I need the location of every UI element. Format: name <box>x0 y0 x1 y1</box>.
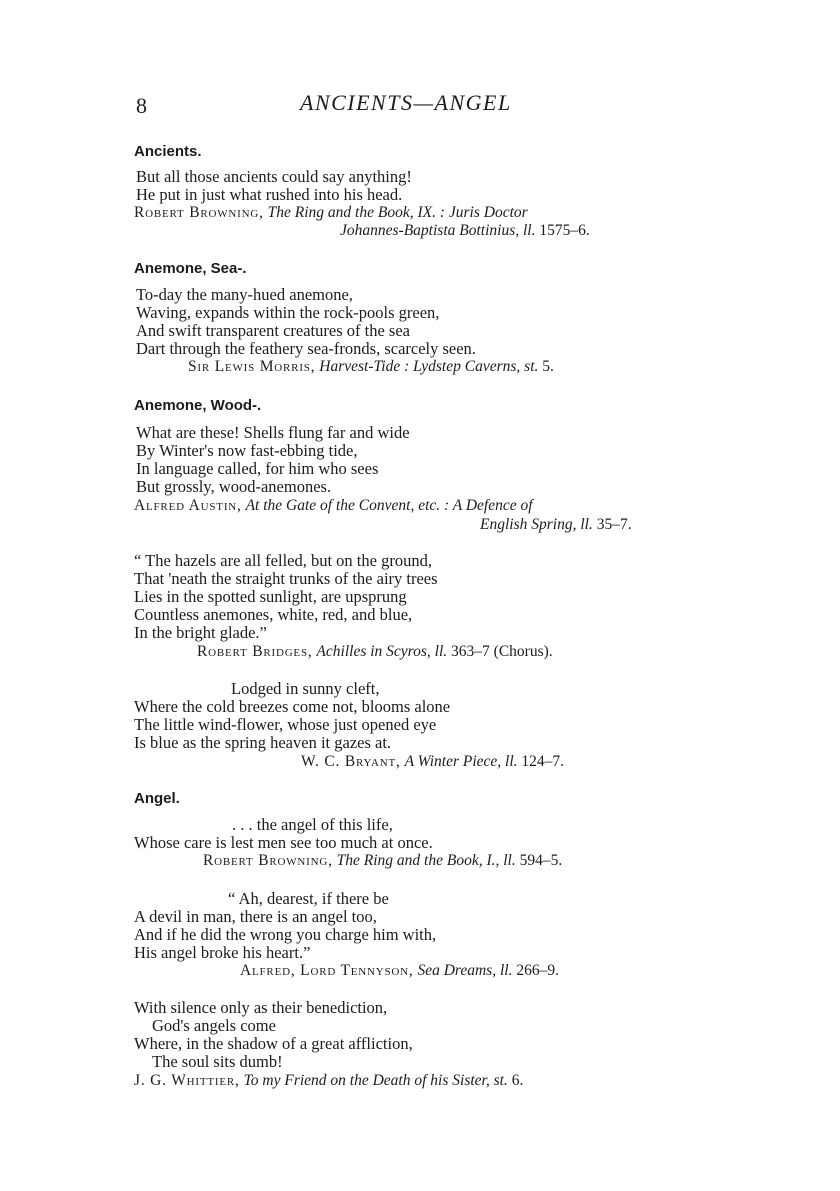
verse-line: Where the cold breezes come not, blooms alone <box>134 697 451 716</box>
line-reference: 5. <box>542 358 554 375</box>
source-title: A Winter Piece, ll. <box>404 753 518 770</box>
attribution-cont <box>340 222 590 240</box>
line-reference: 1575–6. <box>539 222 590 239</box>
attribution <box>134 1072 523 1090</box>
line-reference: 266–9. <box>516 962 559 979</box>
verse-line: Is blue as the spring heaven it gazes at. <box>134 733 392 752</box>
verse-line: “ The hazels are all felled, but on the ground, <box>134 551 432 570</box>
verse-line: He put in just what rushed into his head. <box>136 185 403 204</box>
author-name: J. G. Whittier, <box>134 1072 240 1089</box>
author-name: Sir Lewis Morris, <box>188 358 316 375</box>
author-name: Robert Bridges, <box>197 643 313 660</box>
line-reference: 594–5. <box>519 852 563 869</box>
verse-line: And swift transparent creatures of the sea <box>136 321 410 340</box>
source-title: Harvest-Tide : Lydstep Caverns, st. <box>319 358 539 375</box>
author-name: W. C. Bryant, <box>301 753 401 770</box>
verse-line: What are these! Shells flung far and wide <box>136 423 410 442</box>
verse-line: Where, in the shadow of a great affliction, <box>134 1034 413 1053</box>
source-title: The Ring and the Book, I., ll. <box>336 852 516 869</box>
verse-line: A devil in man, there is an angel too, <box>134 907 377 926</box>
verse-line: Countless anemones, white, red, and blue, <box>134 605 413 624</box>
author-name: Alfred, Lord Tennyson, <box>240 962 414 979</box>
verse-line: Lodged in sunny cleft, <box>231 679 380 698</box>
line-reference: 6. <box>511 1072 524 1089</box>
verse-line: Whose care is lest men see too much at once. <box>134 833 433 852</box>
attribution <box>301 753 564 771</box>
source-title: The Ring and the Book, IX. : Juris Doctor <box>267 204 528 221</box>
section-heading-anemone-sea: Anemone, Sea-. <box>134 260 247 277</box>
verse-line: . . . the angel of this life, <box>232 815 393 834</box>
verse-line: The little wind-flower, whose just opened eye <box>134 715 437 734</box>
author-name: Robert Browning, <box>134 204 264 221</box>
verse-line: His angel broke his heart.” <box>134 943 311 962</box>
section-heading-anemone-wood: Anemone, Wood-. <box>134 397 262 414</box>
author-name: Alfred Austin, <box>134 497 242 514</box>
verse-line: In language called, for him who sees <box>136 459 379 478</box>
source-title: At the Gate of the Convent, etc. : A Defence of <box>245 497 533 514</box>
line-reference: 35–7. <box>596 516 632 533</box>
verse-line: Dart through the feathery sea-fronds, scarcely seen. <box>136 339 476 358</box>
source-title: Achilles in Scyros, ll. <box>316 643 448 660</box>
attribution <box>188 358 554 376</box>
verse-line: God's angels come <box>152 1016 276 1035</box>
source-title: To my Friend on the Death of his Sister, st. <box>243 1072 508 1089</box>
source-title: English Spring, ll. <box>480 516 593 533</box>
line-reference: 124–7. <box>521 753 565 770</box>
verse-line: By Winter's now fast-ebbing tide, <box>136 441 358 460</box>
section-heading-ancients: Ancients. <box>134 143 202 160</box>
page-number: 8 <box>136 93 147 118</box>
author-name: Robert Browning, <box>203 852 333 869</box>
attribution <box>197 643 553 661</box>
verse-line: That 'neath the straight trunks of the airy trees <box>134 569 438 588</box>
verse-line: “ Ah, dearest, if there be <box>228 889 389 908</box>
attribution <box>240 962 559 980</box>
attribution <box>134 497 533 515</box>
source-title: Johannes-Baptista Bottinius, ll. <box>340 222 536 239</box>
running-title: ANCIENTS—ANGEL <box>300 90 512 115</box>
attribution-cont <box>480 516 632 534</box>
source-title: Sea Dreams, ll. <box>417 962 513 979</box>
verse-line: Waving, expands within the rock-pools green, <box>136 303 440 322</box>
attribution <box>134 204 528 222</box>
verse-line: And if he did the wrong you charge him with, <box>134 925 437 944</box>
verse-line: Lies in the spotted sunlight, are upsprung <box>134 587 407 606</box>
verse-line: But all those ancients could say anything! <box>136 167 412 186</box>
verse-line: With silence only as their benediction, <box>134 998 388 1017</box>
line-reference: 363–7 (Chorus). <box>451 643 553 660</box>
verse-line: The soul sits dumb! <box>152 1052 283 1071</box>
section-heading-angel: Angel. <box>134 790 180 807</box>
attribution <box>203 852 562 870</box>
verse-line: To-day the many-hued anemone, <box>136 285 353 304</box>
verse-line: But grossly, wood-anemones. <box>136 477 332 496</box>
verse-line: In the bright glade.” <box>134 623 267 642</box>
